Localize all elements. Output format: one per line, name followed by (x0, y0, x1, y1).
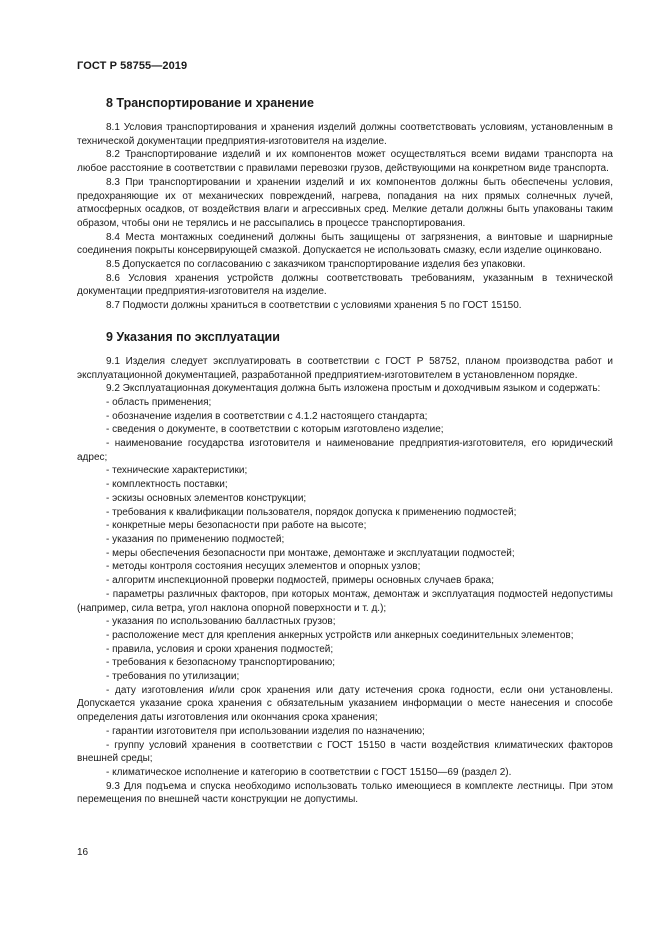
paragraph-8-5: 8.5 Допускается по согласованию с заказчиком транспортирование изделия без упаковки. (106, 259, 526, 271)
section-8-title: 8 Транспортирование и хранение (106, 96, 314, 110)
paragraph-8-4: 8.4 Места монтажных соединений должны быть защищены от загрязнения, а винтовые и шарнирные соединения покрыты консервирующей смазкой. Допускается не использовать смазку, если изделие оцинковано. (77, 231, 613, 257)
list-item: - методы контроля состояния несущих элементов и опорных узлов; (106, 561, 421, 573)
list-item: - обозначение изделия в соответствии с 4.1.2 настоящего стандарта; (106, 410, 428, 422)
list-item: - технические характеристики; (106, 465, 248, 477)
paragraph-8-1: 8.1 Условия транспортирования и хранения изделий должны соответствовать условиям, установленным в технической документации предприятия-изготовителя на изделие. (77, 122, 613, 147)
list-item: - требования к квалификации пользователя, порядок допуска к применению подмостей; (106, 506, 517, 518)
list-item: - наименование государства изготовителя и наименование предприятия-изготовителя, его юридический адрес; (77, 438, 613, 463)
list-item: - комплектность поставки; (106, 479, 228, 491)
page-number: 16 (77, 847, 89, 858)
paragraph-8-7: 8.7 Подмости должны храниться в соответствии с условиями хранения 5 по ГОСТ 15150. (106, 300, 522, 312)
documentation-contents-list (77, 396, 613, 780)
list-item: - эскизы основных элементов конструкции; (106, 492, 307, 504)
list-item: - требования по утилизации; (106, 671, 240, 683)
list-item: - указания по использованию балластных грузов; (106, 616, 336, 628)
paragraph-8-6: 8.6 Условия хранения устройств должны соответствовать требованиям, указанным в технической документации предприятия-изготовителя на изделие. (77, 272, 613, 298)
list-item: - область применения; (106, 396, 212, 408)
list-item: - алгоритм инспекционной проверки подмостей, примеры основных случаев брака; (106, 575, 494, 587)
document-body (77, 95, 613, 807)
list-item: - расположение мест для крепления анкерных устройств или анкерных соединительных элементов; (106, 629, 574, 641)
paragraph-9-2: 9.2 Эксплуатационная документация должна быть изложена простым и доходчивым языком и содержать: (106, 383, 601, 395)
list-item: - группу условий хранения в соответствии с ГОСТ 15150 в части воздействия климатических факторов внешней среды; (77, 739, 613, 765)
document-header: ГОСТ Р 58755—2019 (77, 60, 188, 72)
section-9-title: 9 Указания по эксплуатации (106, 329, 280, 344)
paragraph-9-1: 9.1 Изделия следует эксплуатировать в соответствии с ГОСТ Р 58752, планом производства работ и эксплуатационной документацией, разработанной предприятием-изготовителем в установленном порядке. (77, 355, 613, 381)
list-item: - требования к безопасному транспортированию; (106, 657, 336, 669)
paragraph-8-3: 8.3 При транспортировании и хранении изделий и их компонентов должны быть обеспечены условия, предохраняющие их от механических повреждений, нагрева, попадания на них прямых солнечных лучей, атмосферных осадков, от воздействия влаги и агрессивных сред. Мелкие детали должны быть упакованы таким образом, чтобы они не терялись и не рассыпались в процессе транспортирования. (77, 176, 613, 229)
list-item: - меры обеспечения безопасности при монтаже, демонтаже и эксплуатации подмостей; (106, 547, 515, 559)
list-item: - гарантии изготовителя при использовании изделия по назначению; (106, 725, 425, 737)
list-item: - сведения о документе, в соответствии с которым изготовлено изделие; (106, 424, 444, 436)
list-item: - климатическое исполнение и категорию в соответствии с ГОСТ 15150—69 (раздел 2). (106, 766, 512, 778)
list-item: - конкретные меры безопасности при работе на высоте; (106, 520, 367, 532)
list-item: - правила, условия и сроки хранения подмостей; (106, 643, 334, 655)
list-item: - параметры различных факторов, при которых монтаж, демонтаж и эксплуатация подмостей недопустимы (например, сила ветра, угол наклона опорной поверхности и т. д.); (77, 588, 613, 614)
paragraph-8-2: 8.2 Транспортирование изделий и их компонентов может осуществляться всеми видами транспорта на любое расстояние в соответствии с правилами перевозки грузов, действующими на конкретном виде транспорта. (77, 149, 613, 175)
list-item: - дату изготовления и/или срок хранения или дату истечения срока годности, если они установлены. Допускается указание срока хранения с обязательным указанием информации о месте нанесения и способе определения даты изготовления или окончания срока хранения; (77, 684, 613, 724)
paragraph-9-3: 9.3 Для подъема и спуска необходимо использовать только имеющиеся в комплекте лестницы. При этом перемещения по внешней части конструкции не допустимы. (77, 780, 613, 806)
list-item: - указания по применению подмостей; (106, 533, 285, 545)
